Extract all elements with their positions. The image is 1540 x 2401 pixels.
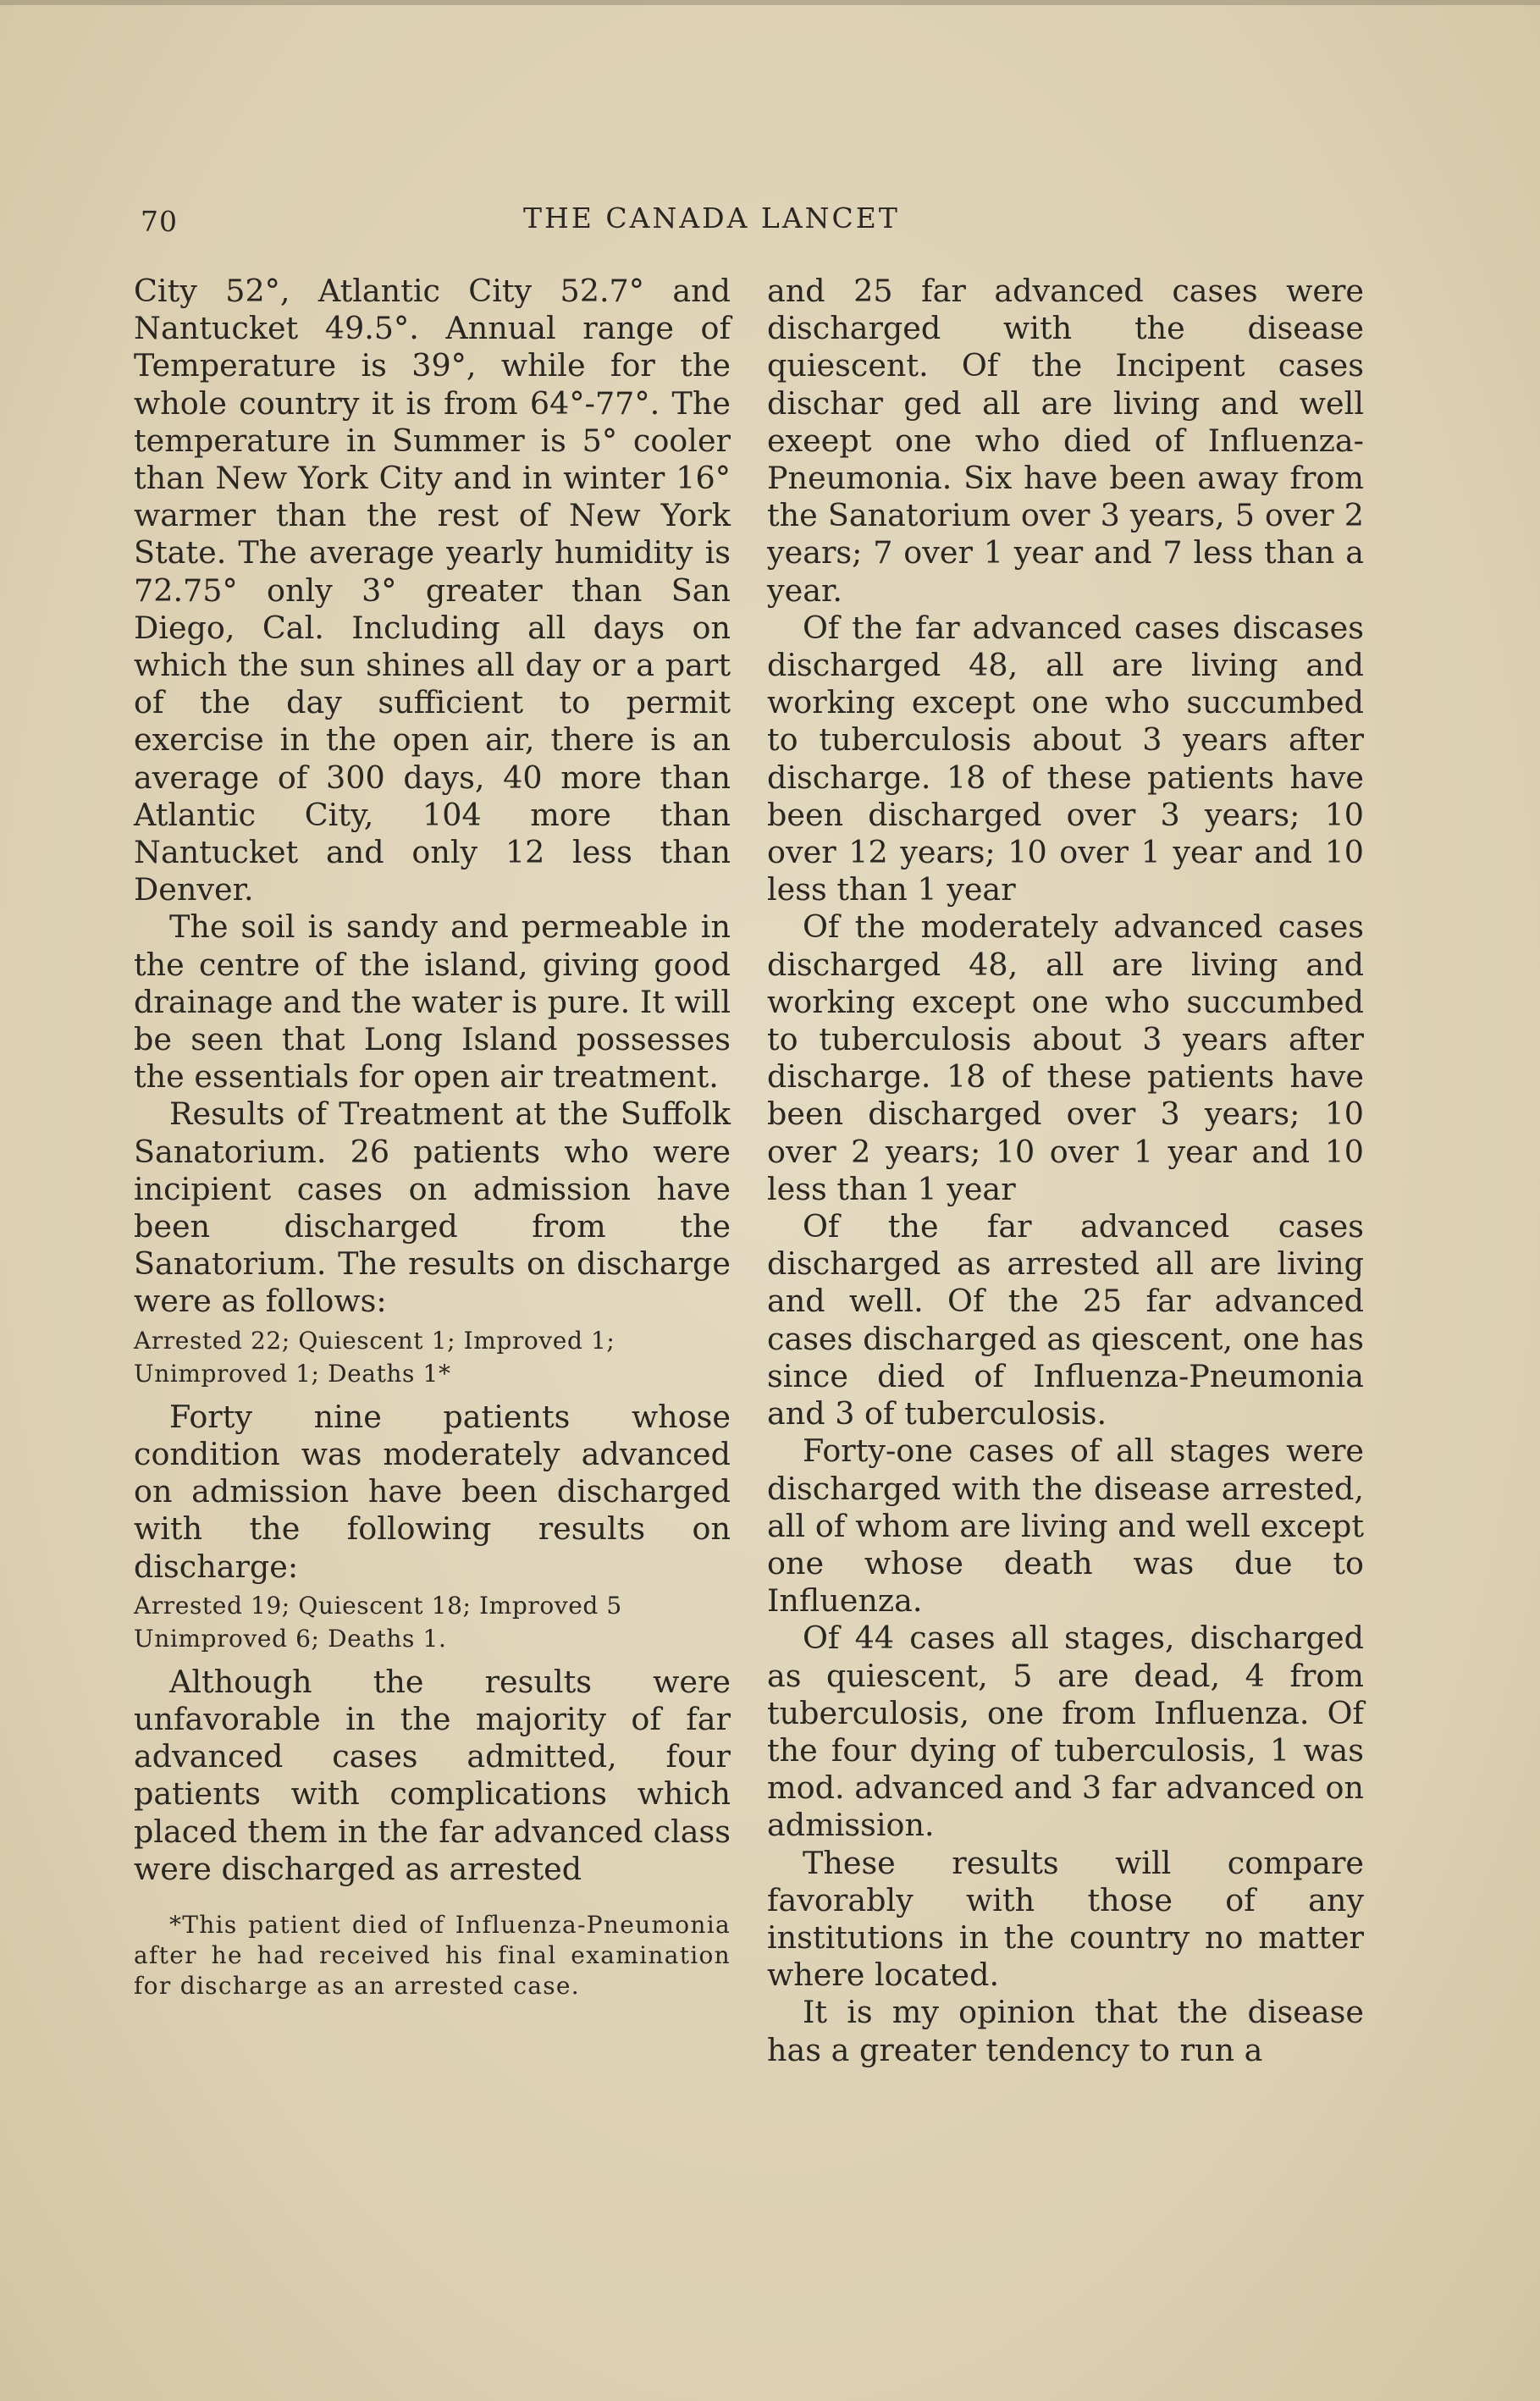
footnote: *This patient died of Influenza-Pneumonia after he had received his final examination for discharge as an arrested case. [134,1910,731,2000]
paragraph: Results of Treatment at the Suffolk Sanatorium. 26 patients who were incipient cases on admission have been discharged from the Sanatorium. The results on discharge were as follows: [134,1096,731,1320]
paragraph: Forty-one cases of all stages were discharged with the disease arrested, all of whom are living and well except one whose death was due to Influenza. [767,1432,1364,1620]
paragraph: It is my opinion that the disease has a greater tendency to run a [767,1994,1364,2068]
left-column [134,273,731,2001]
page-header [0,196,1540,247]
paragraph: Of the far advanced cases discharged as arrested all are living and well. Of the 25 far advanced cases discharged as qiescent, one has since died of Influenza-Pneumonia and 3 of tuberculosis. [767,1208,1364,1432]
paragraph: Of 44 cases all stages, discharged as quiescent, 5 are dead, 4 from tuberculosis, one from Influenza. Of the four dying of tuberculosis, 1 was mod. advanced and 3 far advanced on admission. [767,1620,1364,1844]
paragraph: Of the moderately advanced cases discharged 48, all are living and working except one who succumbed to tuberculosis about 3 years after discharge. 18 of these patients have been discharged over 3 years; 10 over 2 years; 10 over 1 year and 10 less than 1 year [767,908,1364,1207]
paragraph: and 25 far advanced cases were discharged with the disease quiescent. Of the Incipent cases dischar ged all are living and well exeept one who died of Influenza-Pneumonia. Six have been away from the Sanatorium over 3 years, 5 over 2 years; 7 over 1 year and 7 less than a year. [767,273,1364,609]
page-number: 70 [141,205,178,238]
paragraph: Forty nine patients whose condition was moderately advanced on admission have been discharged with the following results on discharge: [134,1398,731,1585]
results-line: Arrested 19; Quiescent 18; Improved 5 Unimproved 6; Deaths 1. [134,1591,622,1653]
paragraph: The soil is sandy and permeable in the centre of the island, giving good drainage and the water is pure. It will be seen that Long Island possesses the essentials for open air treatment. [134,908,731,1096]
paragraph: Of the far advanced cases discases discharged 48, all are living and working except one who succumbed to tuberculosis about 3 years after discharge. 18 of these patients have been discharged over 3 years; 10 over 12 years; 10 over 1 year and 10 less than 1 year [767,609,1364,908]
right-column [767,273,1364,2069]
page-top-edge [0,0,1540,5]
paragraph: These results will compare favorably with those of any institutions in the country no matter where located. [767,1844,1364,1994]
running-head: THE CANADA LANCET [523,201,900,235]
paragraph: Although the results were unfavorable in the majority of far advanced cases admitted, four patients with complications which placed them in the far advanced class were discharged as arrested [134,1663,731,1887]
paragraph: City 52°, Atlantic City 52.7° and Nantucket 49.5°. Annual range of Temperature is 39°, while for the whole country it is from 64°-77°. The temperature in Summer is 5° cooler than New York City and in winter 16° warmer than the rest of New York State. The average yearly humidity is 72.75° only 3° greater than San Diego, Cal. Including all days on which the sun shines all day or a part of the day sufficient to permit exercise in the open air, there is an average of 300 days, 40 more than Atlantic City, 104 more than Nantucket and only 12 less than Denver. [134,273,731,908]
results-line: Arrested 22; Quiescent 1; Improved 1; Unimproved 1; Deaths 1* [134,1326,615,1388]
